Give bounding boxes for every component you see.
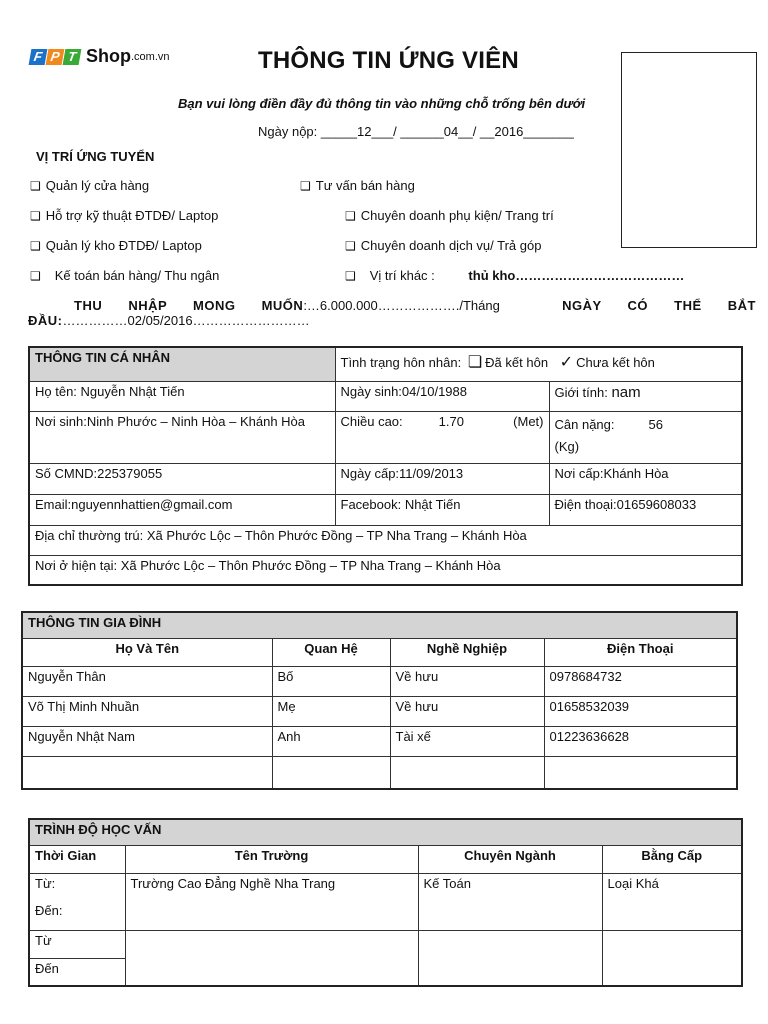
- column-header: Thời Gian: [29, 845, 125, 873]
- column-header: Tên Trường: [125, 845, 418, 873]
- checkbox-icon: ❑: [30, 209, 41, 223]
- column-header: Điện Thoại: [544, 638, 737, 666]
- family-member-name: Võ Thị Minh Nhuần: [22, 696, 272, 726]
- position-other-value: thủ kho…………………………………: [468, 268, 685, 283]
- marital-status: [335, 347, 742, 381]
- salary-value: :…6.000.000………………./Tháng: [303, 298, 500, 313]
- table-row: [22, 726, 737, 756]
- family-member-relation: Anh: [272, 726, 390, 756]
- checkbox-icon: ❑: [345, 209, 356, 223]
- gender-value: nam: [611, 383, 641, 401]
- personal-info-table: [28, 346, 743, 586]
- height-unit: (Met): [513, 413, 544, 429]
- table-row: [22, 756, 737, 789]
- degree: Loại Khá: [602, 873, 742, 930]
- checkbox-icon: ❑: [345, 269, 356, 283]
- email: Email:nguyennhattien@gmail.com: [29, 494, 335, 525]
- family-member-phone: 01658532039: [544, 696, 737, 726]
- family-member-relation: Mẹ: [272, 696, 390, 726]
- column-header: Bằng Cấp: [602, 845, 742, 873]
- family-info-table: [21, 611, 738, 790]
- school-name[interactable]: [125, 930, 418, 986]
- family-info-header: THÔNG TIN GIA ĐÌNH: [22, 612, 737, 638]
- page-title: THÔNG TIN ỨNG VIÊN: [258, 47, 519, 74]
- major: Kế Toán: [418, 873, 602, 930]
- position-label: Tư vấn bán hàng: [315, 178, 415, 193]
- checkbox-icon: ❑: [30, 179, 41, 193]
- logo-domain-text: .com.vn: [131, 50, 170, 63]
- family-member-name: Nguyễn Nhật Nam: [22, 726, 272, 756]
- family-member-relation: Bố: [272, 666, 390, 696]
- family-member-job: Về hưu: [390, 696, 544, 726]
- weight-unit: (Kg): [554, 438, 580, 454]
- salary-label: THU NHẬP MONG MUỐN: [74, 298, 304, 313]
- height-label: Chiều cao:: [340, 413, 403, 429]
- family-member-phone: 0978684732: [544, 666, 737, 696]
- facebook: Facebook: Nhật Tiến: [335, 494, 549, 525]
- position-option-sales-advisor[interactable]: [300, 178, 415, 193]
- family-member-phone: 01223636628: [544, 726, 737, 756]
- position-option-accessories[interactable]: [345, 208, 554, 223]
- form-instructions: Bạn vui lòng điền đầy đủ thông tin vào những chỗ trống bên dưới: [178, 96, 586, 111]
- submit-date: Ngày nộp: _____12___/ ______04__/ __2016_______: [258, 124, 574, 139]
- start-date-value: ……………02/05/2016………………………: [62, 313, 310, 328]
- positions-title: VỊ TRÍ ỨNG TUYỂN: [36, 149, 155, 164]
- education-header: TRÌNH ĐỘ HỌC VẤN: [29, 819, 742, 845]
- position-option-tech-support[interactable]: [30, 208, 218, 223]
- family-member-relation[interactable]: [272, 756, 390, 789]
- single-option: Chưa kết hôn: [576, 355, 655, 370]
- gender-label: Giới tính:: [554, 384, 608, 400]
- birthplace: Nơi sinh:Ninh Phước – Ninh Hòa – Khánh Hòa: [29, 411, 335, 463]
- marital-label: Tình trạng hôn nhân:: [340, 355, 462, 370]
- position-option-other[interactable]: [345, 268, 684, 283]
- phone: Điện thoại:01659608033: [549, 494, 742, 525]
- column-header: Chuyên Ngành: [418, 845, 602, 873]
- issue-place: Nơi cấp:Khánh Hòa: [549, 463, 742, 494]
- checkmark-icon[interactable]: ✓: [559, 354, 574, 371]
- height-value: 1.70: [438, 413, 464, 429]
- position-label: Quản lý kho ĐTDĐ/ Laptop: [45, 238, 202, 253]
- family-member-job: Tài xế: [390, 726, 544, 756]
- table-row: [22, 666, 737, 696]
- family-member-name: Nguyễn Thân: [22, 666, 272, 696]
- family-member-job: Về hưu: [390, 666, 544, 696]
- checkbox-icon: ❑: [345, 239, 356, 253]
- position-label: Quản lý cửa hàng: [45, 178, 150, 193]
- table-row: [29, 873, 742, 901]
- fpt-shop-logo: [30, 46, 170, 67]
- height: [335, 411, 549, 463]
- weight: [549, 411, 742, 463]
- married-option: Đã kết hôn: [485, 355, 549, 370]
- family-member-phone[interactable]: [544, 756, 737, 789]
- personal-info-header: THÔNG TIN CÁ NHÂN: [29, 347, 335, 381]
- start-date-label: NGÀY CÓ THỂ BẮT: [562, 298, 756, 313]
- photo-box: [621, 52, 757, 248]
- checkbox-icon: ❑: [30, 269, 41, 283]
- column-header: Quan Hệ: [272, 638, 390, 666]
- position-option-warehouse-manager[interactable]: [30, 238, 202, 253]
- position-label: Hỗ trợ kỹ thuật ĐTDĐ/ Laptop: [45, 208, 219, 223]
- issue-date: Ngày cấp:11/09/2013: [335, 463, 549, 494]
- logo-tile-p: P: [46, 49, 65, 65]
- id-number: Số CMND:225379055: [29, 463, 335, 494]
- major[interactable]: [418, 930, 602, 986]
- checkbox-icon: ❑: [30, 239, 41, 253]
- weight-label: Cân nặng:: [554, 416, 615, 432]
- position-label: Chuyên doanh phụ kiện/ Trang trí: [360, 208, 554, 223]
- weight-value: 56: [648, 416, 663, 432]
- table-row: [29, 930, 742, 958]
- checkbox-icon: ❑: [300, 179, 311, 193]
- permanent-address: Địa chỉ thường trú: Xã Phước Lộc – Thôn Phước Đồng – TP Nha Trang – Khánh Hòa: [29, 525, 742, 555]
- logo-tile-t: T: [63, 49, 82, 65]
- position-option-services[interactable]: [345, 238, 541, 253]
- column-header: Nghề Nghiệp: [390, 638, 544, 666]
- school-name: Trường Cao Đẳng Nghề Nha Trang: [125, 873, 418, 930]
- position-option-accountant[interactable]: [30, 268, 219, 283]
- education-from: Từ: [29, 930, 125, 958]
- position-other-label: Vị trí khác :: [369, 268, 435, 283]
- logo-tile-f: F: [29, 49, 48, 65]
- full-name: Họ tên: Nguyễn Nhật Tiến: [29, 381, 335, 411]
- salary-section: [28, 298, 756, 328]
- position-option-store-manager[interactable]: [30, 178, 149, 193]
- position-label: Chuyên doanh dịch vụ/ Trả góp: [360, 238, 542, 253]
- education-to: Đến:: [29, 901, 125, 930]
- education-to: Đến: [29, 958, 125, 986]
- column-header: Họ Và Tên: [22, 638, 272, 666]
- education-from: Từ:: [29, 873, 125, 901]
- family-member-job[interactable]: [390, 756, 544, 789]
- current-address: Nơi ở hiện tại: Xã Phước Lộc – Thôn Phước Đồng – TP Nha Trang – Khánh Hòa: [29, 555, 742, 585]
- position-label: Kế toán bán hàng/ Thu ngân: [54, 268, 220, 283]
- start-date-label-cont: ĐẦU:: [28, 313, 63, 328]
- table-row: [22, 696, 737, 726]
- education-table: [28, 818, 743, 987]
- checkbox-icon[interactable]: ❏: [467, 354, 483, 371]
- gender: [549, 381, 742, 411]
- logo-shop-text: Shop: [86, 46, 131, 66]
- family-member-name[interactable]: [22, 756, 272, 789]
- degree[interactable]: [602, 930, 742, 986]
- date-of-birth: Ngày sinh:04/10/1988: [335, 381, 549, 411]
